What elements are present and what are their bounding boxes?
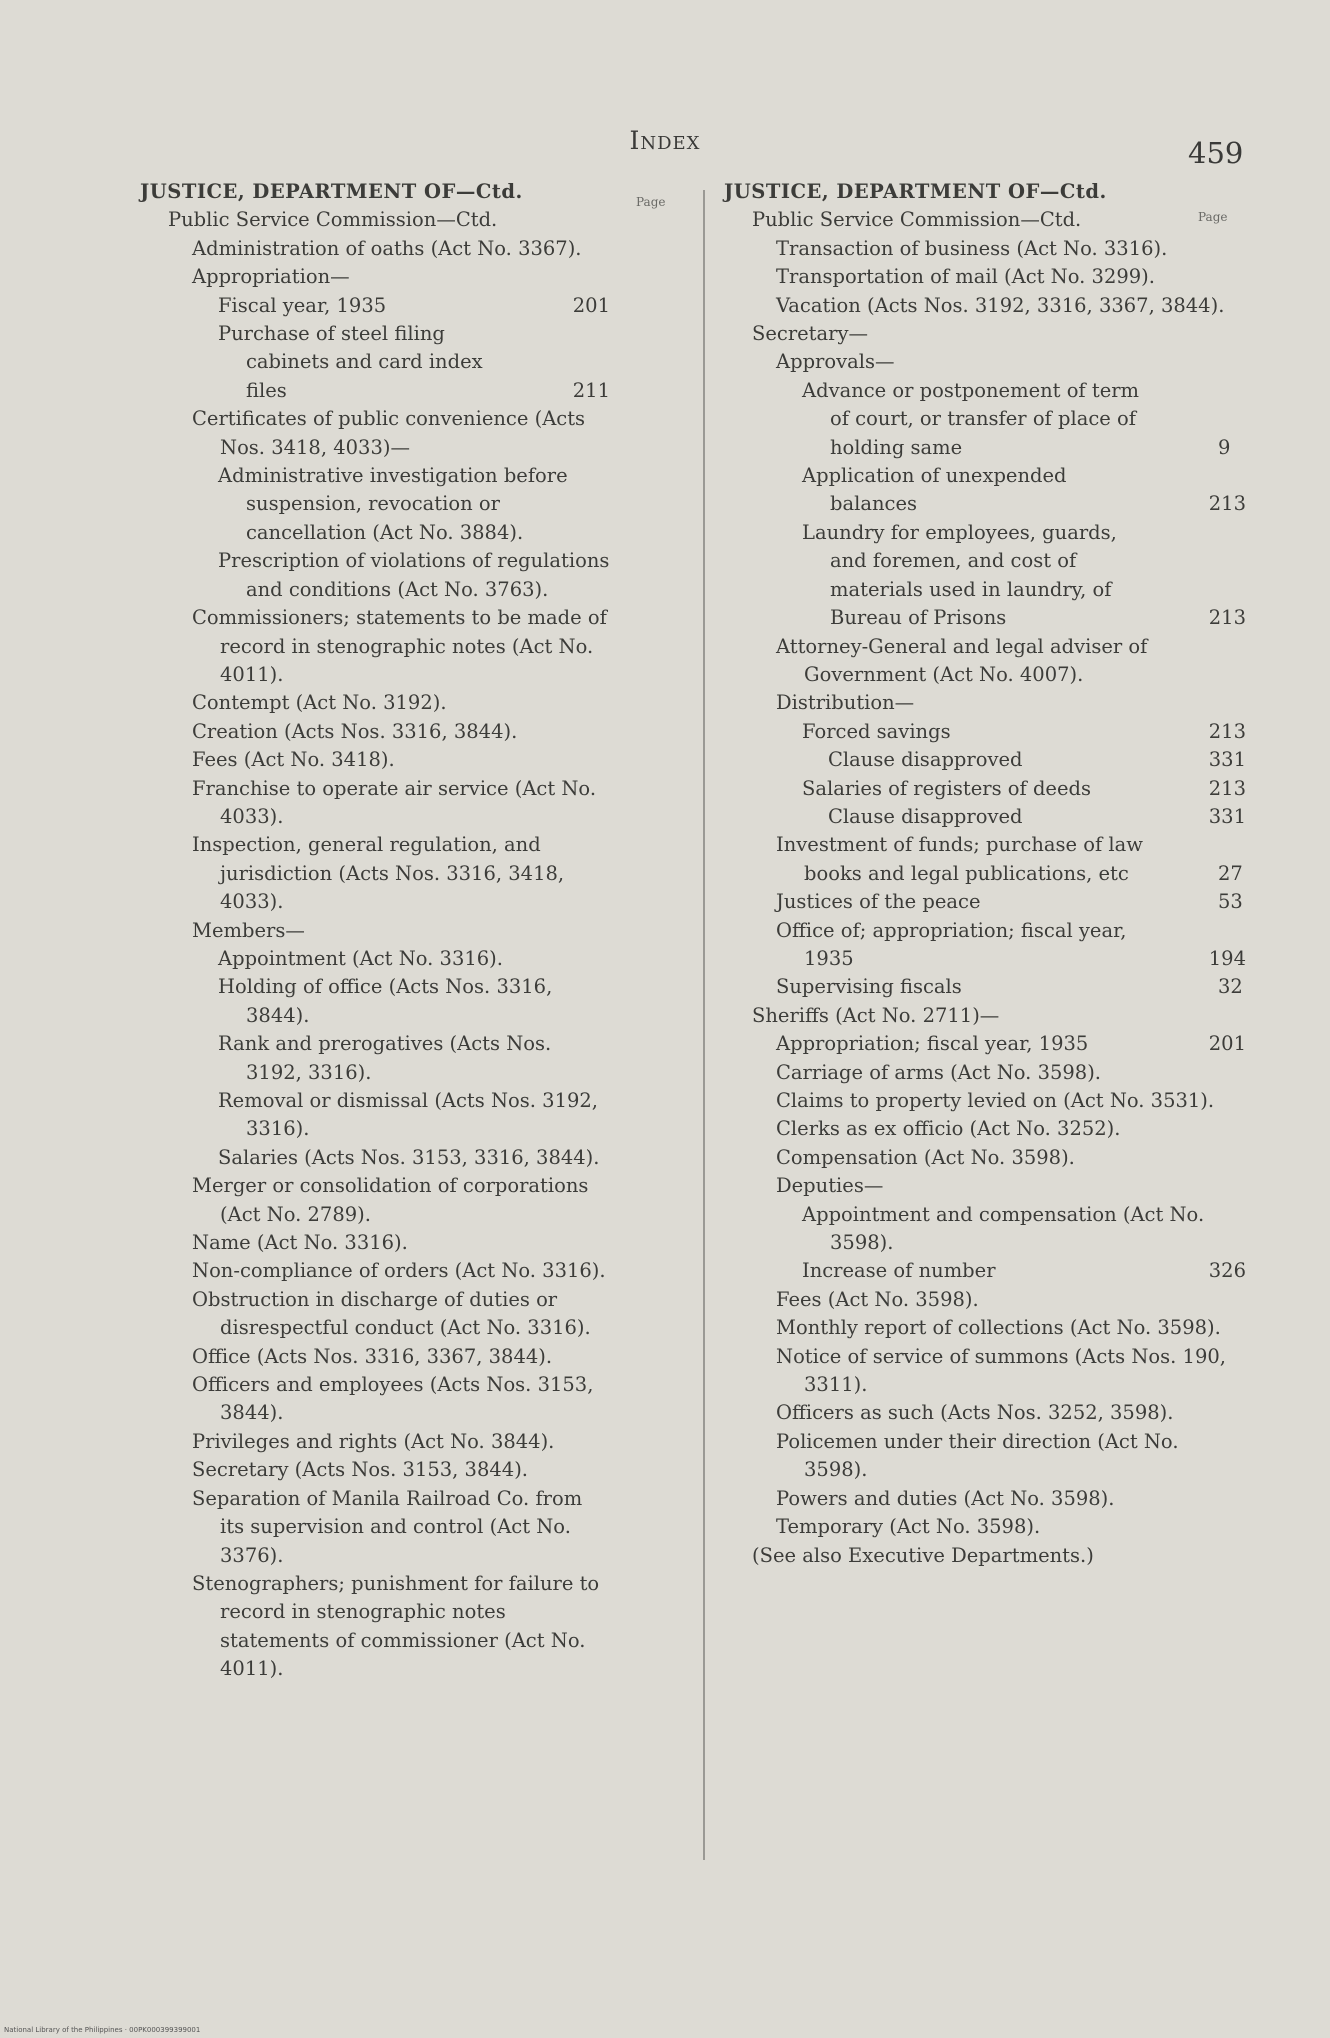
index-entry: [140, 1087, 610, 1144]
index-entry-page: 213: [1208, 606, 1246, 630]
index-entry: [724, 235, 1246, 263]
index-entry: [724, 633, 1246, 690]
index-entry-text: Creation (Acts Nos. 3316, 3844).: [192, 719, 518, 743]
index-entry: [140, 206, 610, 234]
index-entry: [724, 1201, 1246, 1258]
index-entry: [140, 604, 610, 689]
index-entry-text: Name (Act No. 3316).: [192, 1231, 408, 1255]
index-entry: [724, 803, 1246, 831]
index-entry-text: Administration of oaths (Act No. 3367).: [192, 236, 582, 260]
index-entry-text: Vacation (Acts Nos. 3192, 3316, 3367, 3844).: [776, 293, 1225, 317]
index-entry-text: Claims to property levied on (Act No. 3531).: [776, 1089, 1215, 1112]
index-entry-text: Inspection, general regulation, and jurisdiction (Acts Nos. 3316, 3418, 4033).: [192, 833, 565, 914]
index-entry: [140, 1570, 610, 1684]
index-entry-text: Attorney-General and legal adviser of Government (Act No. 4007).: [776, 634, 1148, 686]
index-entry-page: 213: [1208, 776, 1246, 800]
index-entry-text: Distribution—: [776, 691, 915, 715]
index-entry: [724, 1002, 1246, 1030]
index-entry-text: Increase of number: [802, 1259, 996, 1283]
index-entry: [724, 263, 1246, 291]
index-entry-text: Forced savings: [802, 719, 951, 743]
index-entry-text: Approvals—: [776, 350, 895, 374]
index-entry: [140, 1257, 610, 1285]
index-entry: [724, 689, 1246, 717]
page-column-label-right: Page: [1198, 210, 1228, 224]
page-number: 459: [1188, 136, 1244, 170]
index-entry: [724, 1399, 1246, 1427]
index-entry: [724, 1115, 1246, 1143]
index-entry-text: Policemen under their direction (Act No. 3598).: [776, 1429, 1179, 1482]
index-entry-text: Clerks as ex officio (Act No. 3252).: [776, 1117, 1121, 1141]
index-entry-page: 331: [1208, 748, 1246, 772]
index-entry-text: Laundry for employees, guards, and foremen, and cost of materials used in laundry, of Bureau of Prisons: [802, 520, 1117, 630]
index-entry-text: Rank and prerogatives (Acts Nos. 3192, 3316).: [218, 1032, 552, 1084]
index-entry-text: Compensation (Act No. 3598).: [776, 1145, 1075, 1169]
index-entry: [724, 1343, 1246, 1400]
index-entry: [724, 746, 1246, 774]
index-entry: [724, 206, 1246, 234]
index-entry: Advance or postponement of term of court, or transfer of place of holding same 9: [802, 378, 1231, 459]
index-entry-page: 213: [1208, 492, 1246, 516]
left-index-column: [140, 178, 610, 1684]
index-entry-text: Removal or dismissal (Acts Nos. 3192, 3316).: [218, 1089, 599, 1141]
index-entry-text: Investment of funds; purchase of law books and legal publications, etc: [776, 833, 1143, 885]
index-entry: [724, 1428, 1246, 1485]
index-entry-text: Stenographers; punishment for failure to record in stenographic notes statements of commissioner (Act No. 4011).: [192, 1571, 600, 1681]
index-entry: [140, 320, 610, 405]
index-entry-text: Members—: [192, 918, 305, 942]
index-entry: [140, 1343, 610, 1371]
index-entry: [140, 718, 610, 746]
index-entry-text: JUSTICE, DEPARTMENT OF—Ctd.: [724, 180, 1107, 203]
index-entry-text: Supervising fiscals: [776, 975, 962, 999]
index-entry: [140, 235, 610, 263]
index-entry: [140, 973, 610, 1030]
index-entry-text: Obstruction in discharge of duties or disrespectful conduct (Act No. 3316).: [192, 1287, 591, 1340]
index-entry-text: Justices of the peace: [776, 890, 981, 914]
index-entry: [140, 1144, 610, 1172]
index-entry: [140, 945, 610, 973]
index-entry-text: Salaries of registers of deeds: [802, 776, 1092, 800]
index-entry-text: Office of; appropriation; fiscal year, 1935: [776, 918, 1127, 970]
index-entry-page: 213: [1208, 719, 1246, 743]
index-entry: [724, 1513, 1246, 1541]
index-entry-text: Monthly report of collections (Act No. 3598).: [776, 1316, 1221, 1340]
index-entry-text: Office (Acts Nos. 3316, 3367, 3844).: [192, 1344, 553, 1368]
footer-note: National Library of the Philippines · 00PK000399399001: [4, 2026, 201, 2034]
index-entry: [140, 1456, 610, 1484]
index-entry-text: Secretary (Acts Nos. 3153, 3844).: [192, 1458, 528, 1482]
index-entry-text: Contempt (Act No. 3192).: [192, 691, 447, 715]
index-entry-text: Notice of service of summons (Acts Nos. 190, 3311).: [776, 1344, 1226, 1397]
index-entry: [140, 1229, 610, 1257]
index-entry: [140, 775, 610, 832]
right-index-column: [724, 178, 1246, 1570]
index-entry-text: Officers as such (Acts Nos. 3252, 3598).: [776, 1401, 1174, 1425]
index-entry: [140, 1428, 610, 1456]
index-entry-text: Appointment and compensation (Act No. 3598).: [802, 1202, 1205, 1255]
index-entry-text: Powers and duties (Act No. 3598).: [776, 1486, 1115, 1510]
index-entry-text: Holding of office (Acts Nos. 3316, 3844).: [218, 975, 553, 1027]
index-entry: Supervising fiscals 32: [776, 975, 1243, 999]
index-entry: [724, 917, 1246, 974]
index-entry: [724, 1172, 1246, 1200]
index-entry: [724, 1257, 1246, 1285]
index-entry: [724, 1314, 1246, 1342]
index-entry-page: 201: [1208, 1032, 1246, 1056]
index-entry-text: Salaries (Acts Nos. 3153, 3316, 3844).: [218, 1145, 600, 1169]
index-entry-text: Temporary (Act No. 3598).: [776, 1515, 1041, 1539]
index-entry-text: Prescription of violations of regulations and conditions (Act No. 3763).: [218, 549, 610, 601]
index-entry: [724, 1059, 1246, 1087]
index-entry: [724, 178, 1246, 206]
index-entry: [724, 1030, 1246, 1058]
index-entry-text: Officers and employees (Acts Nos. 3153, 3844).: [192, 1373, 594, 1425]
index-entry-text: Secretary—: [752, 322, 868, 346]
column-divider: [703, 190, 705, 1860]
index-entry-text: Appropriation; fiscal year, 1935: [776, 1032, 1089, 1056]
index-entry-text: Administrative investigation before suspension, revocation or cancellation (Act No. 3884).: [218, 464, 568, 544]
index-entry-text: Clause disapproved: [828, 804, 1023, 828]
index-entry-text: Purchase of steel filing cabinets and card index files: [218, 322, 483, 402]
index-entry: [140, 1371, 610, 1428]
index-entry: [140, 746, 610, 774]
index-entry-text: Appropriation—: [192, 265, 350, 289]
index-entry: Investment of funds; purchase of law books and legal publications, etc 27: [776, 833, 1243, 885]
index-entry: [724, 718, 1246, 746]
index-entry-text: Fees (Act No. 3418).: [192, 748, 395, 772]
index-entry: [140, 831, 610, 916]
index-entry: [140, 178, 610, 206]
index-entry: Justices of the peace 53: [776, 890, 1243, 914]
index-entry-text: Commissioners; statements to be made of record in stenographic notes (Act No. 4011).: [192, 606, 607, 686]
index-entry-text: JUSTICE, DEPARTMENT OF—Ctd.: [140, 180, 523, 203]
index-entry: [140, 1030, 610, 1087]
index-entry-page: 326: [1208, 1259, 1246, 1283]
index-entry-text: Clause disapproved: [828, 748, 1023, 772]
index-entry-page: 194: [1208, 946, 1246, 970]
index-entry-text: Public Service Commission—Ctd.: [752, 208, 1082, 232]
index-entry: [724, 1286, 1246, 1314]
index-entry: [140, 462, 610, 547]
index-entry-page: 201: [572, 293, 610, 317]
index-entry: [724, 462, 1246, 519]
index-entry-text: Separation of Manila Railroad Co. from its supervision and control (Act No. 3376).: [192, 1486, 583, 1567]
index-entry-text: Privileges and rights (Act No. 3844).: [192, 1429, 555, 1453]
index-entry: [140, 292, 610, 320]
index-entry-text: (See also Executive Departments.): [752, 1543, 1094, 1567]
index-entry-text: Public Service Commission—Ctd.: [168, 208, 498, 232]
index-entry-text: Application of unexpended balances: [802, 464, 1067, 516]
index-entry: [724, 1485, 1246, 1513]
page-column-label-left: Page: [636, 195, 666, 209]
index-entry-text: Non-compliance of orders (Act No. 3316).: [192, 1259, 606, 1283]
running-head: Index: [629, 126, 701, 155]
index-entry-text: Fiscal year, 1935: [218, 293, 387, 317]
index-entry-text: Advance or postponement of term of court, or transfer of place of holding same: [802, 378, 1140, 459]
index-entry-text: Merger or consolidation of corporations (Act No. 2789).: [192, 1174, 589, 1226]
index-entry: [140, 1485, 610, 1570]
index-entry-text: Carriage of arms (Act No. 3598).: [776, 1060, 1102, 1084]
index-entry: [724, 292, 1246, 320]
index-entry: [140, 1172, 610, 1229]
index-entry-text: Appointment (Act No. 3316).: [218, 946, 503, 970]
index-entry: [140, 689, 610, 717]
index-entry-text: Fees (Act No. 3598).: [776, 1287, 979, 1311]
index-entry-text: Certificates of public convenience (Acts Nos. 3418, 4033)—: [192, 407, 586, 459]
index-entry-text: Deputies—: [776, 1174, 884, 1198]
index-entry-text: Sheriffs (Act No. 2711)—: [752, 1003, 1000, 1027]
index-entry: [140, 547, 610, 604]
index-entry: [140, 405, 610, 462]
index-entry-text: Franchise to operate air service (Act No. 4033).: [192, 776, 597, 828]
index-entry: [140, 263, 610, 291]
index-entry: [724, 320, 1246, 348]
index-entry: [724, 1542, 1246, 1570]
index-entry: [140, 1286, 610, 1343]
index-entry: [724, 1087, 1246, 1115]
index-entry-page: 331: [1208, 804, 1246, 828]
index-entry-text: Transaction of business (Act No. 3316).: [776, 236, 1168, 260]
index-entry: [140, 917, 610, 945]
index-entry-page: 211: [572, 378, 610, 402]
index-entry-text: Transportation of mail (Act No. 3299).: [776, 265, 1155, 289]
index-entry: [724, 775, 1246, 803]
index-entry: [724, 348, 1246, 376]
index-entry: [724, 519, 1246, 633]
index-entry: [724, 1144, 1246, 1172]
